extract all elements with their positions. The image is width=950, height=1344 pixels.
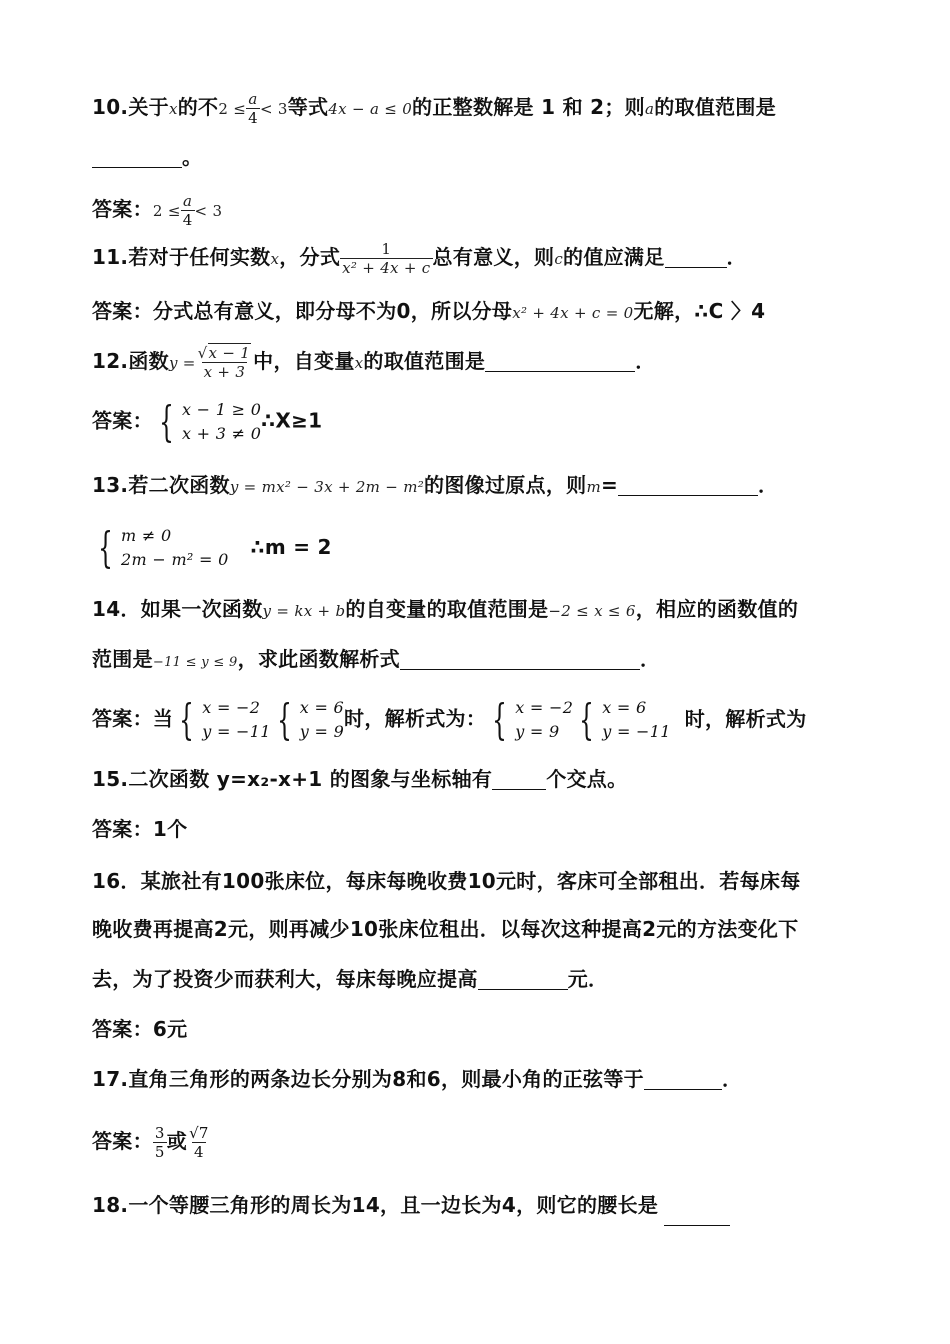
- denominator: 5: [154, 1143, 165, 1161]
- text: 如果一次函数: [140, 597, 263, 621]
- text: 时，解析式为：: [344, 706, 487, 731]
- text: 的取值范围是: [363, 349, 486, 373]
- math-var: x: [168, 100, 178, 118]
- text: ．: [721, 1067, 743, 1091]
- equation-system: [153, 398, 261, 446]
- text: 范围是: [92, 647, 153, 671]
- math-var: x: [354, 354, 364, 372]
- text: 总有意义，则: [432, 245, 555, 269]
- question-10-blank-line: [92, 142, 910, 172]
- system-row: x = −2: [202, 698, 261, 717]
- equation-system: [486, 696, 573, 744]
- text: 元．: [567, 967, 609, 991]
- answer-blank[interactable]: [478, 967, 568, 990]
- answer-13: [92, 524, 910, 572]
- answer-12: [92, 398, 910, 446]
- answer-15: [92, 814, 910, 844]
- math-var: m: [586, 478, 601, 496]
- answer-label: 答案：当: [92, 706, 174, 731]
- result-text: ∴X≥1: [261, 408, 323, 433]
- question-text: 16．某旅社有100张床位，每床每晚收费10元时，客床可全部租出．若每床每: [92, 869, 801, 893]
- numerator: a: [248, 90, 258, 108]
- answer-16: [92, 1014, 910, 1044]
- fraction: [181, 192, 195, 229]
- brace: {: [492, 695, 508, 744]
- text: 的值应满足: [563, 245, 665, 269]
- question-18: [92, 1190, 910, 1226]
- system-row: x + 3 ≠ 0: [181, 424, 262, 443]
- question-number: 10.: [92, 95, 129, 119]
- question-11: [92, 240, 910, 277]
- system-row: x − 1 ≥ 0: [181, 400, 262, 419]
- system-row: x = −2: [515, 698, 574, 717]
- text: 函数: [128, 349, 169, 373]
- fraction: [196, 344, 253, 381]
- brace: {: [179, 695, 195, 744]
- radicand: x − 1: [208, 344, 251, 362]
- answer-blank[interactable]: [665, 245, 727, 268]
- question-number: 14．: [92, 597, 141, 621]
- question-15: [92, 764, 910, 794]
- text: 。: [182, 145, 203, 169]
- text: 若二次函数: [128, 473, 230, 497]
- question-number: 11.: [92, 245, 129, 269]
- text: ，相应的函数值的: [635, 597, 799, 621]
- numerator: √7: [189, 1124, 209, 1142]
- question-text: 晚收费再提高2元，则再减少10张床位租出．以每次这种提高2元的方法变化下: [92, 917, 799, 941]
- text: 等式: [287, 95, 329, 119]
- text: ．: [635, 349, 656, 373]
- system-row: x = 6: [602, 698, 647, 717]
- system-row: y = 9: [515, 722, 560, 741]
- math-expr: y = kx + b: [262, 602, 346, 620]
- text: 的自变量的取值范围是: [345, 597, 549, 621]
- numerator: 1: [381, 240, 392, 258]
- question-16-line-2: [92, 914, 910, 944]
- math: 2 ≤: [218, 100, 247, 118]
- system-row: y = −11: [602, 722, 671, 741]
- text: 个交点。: [546, 767, 628, 791]
- answer-10: [92, 192, 910, 229]
- math-expr: 4x − a ≤ 0: [328, 100, 413, 118]
- text: ．: [726, 245, 747, 269]
- answer-blank[interactable]: [492, 767, 546, 790]
- question-text: 18.一个等腰三角形的周长为14，且一边长为4，则它的腰长是: [92, 1193, 659, 1217]
- text: 中，自变量: [253, 349, 355, 373]
- text: ．: [758, 473, 779, 497]
- answer-blank[interactable]: [664, 1203, 730, 1226]
- math-var: x: [270, 250, 280, 268]
- system-row: m ≠ 0: [121, 526, 172, 545]
- text: 时，解析式为: [684, 706, 807, 731]
- math-var: a: [644, 100, 655, 118]
- answer-label: 答案：: [92, 1129, 153, 1153]
- answer-label: 答案：: [92, 299, 153, 323]
- question-text: 去，为了投资少而获利大，每床每晚应提高: [92, 967, 478, 991]
- equation-system: [573, 696, 671, 744]
- answer-blank[interactable]: [400, 647, 640, 670]
- equation-system: [92, 524, 229, 572]
- answer-blank[interactable]: [644, 1067, 722, 1090]
- system-row: 2m − m² = 0: [121, 550, 229, 569]
- question-number: 13.: [92, 473, 129, 497]
- system-row: y = −11: [202, 722, 271, 741]
- math-expr: −2 ≤ x ≤ 6: [548, 602, 636, 620]
- text: 的不: [177, 95, 219, 119]
- system-row: y = 9: [299, 722, 345, 741]
- question-16-line-3: [92, 964, 910, 994]
- question-12: [92, 344, 910, 381]
- answer-label: 答案：: [92, 408, 153, 433]
- denominator: x + 3: [203, 363, 246, 381]
- denominator: 4: [248, 109, 258, 127]
- answer-text: 答案：1个: [92, 817, 188, 841]
- question-number: 12.: [92, 349, 129, 373]
- brace: {: [98, 523, 113, 572]
- numerator: 3: [154, 1124, 165, 1142]
- numerator: √x − 1: [197, 344, 251, 362]
- question-16-line-1: [92, 866, 910, 896]
- math-expr: y = mx² − 3x + 2m − m²: [229, 478, 425, 496]
- text: 的正整数解是 1 和 2；则: [412, 95, 645, 119]
- math-expr: x² + 4x + c = 0: [512, 304, 634, 322]
- fraction: [187, 1124, 211, 1161]
- question-14-line-2: [92, 644, 910, 678]
- text: ，分式: [279, 245, 341, 269]
- text: 分式总有意义，即分母不为0，所以分母: [152, 299, 513, 323]
- math: < 3: [194, 202, 223, 220]
- question-14: [92, 594, 910, 626]
- fraction: [153, 1124, 167, 1161]
- brace: {: [276, 695, 292, 744]
- text: ，求此函数解析式: [237, 647, 400, 671]
- text: 若对于任何实数: [128, 245, 271, 269]
- equation-system: [173, 696, 271, 744]
- question-17: [92, 1064, 910, 1094]
- answer-blank[interactable]: [92, 145, 182, 168]
- text: ．: [639, 647, 661, 671]
- answer-blank[interactable]: [618, 473, 758, 496]
- result-text: ∴m = 2: [250, 534, 332, 559]
- denominator: 4: [182, 211, 193, 229]
- answer-11: [92, 296, 910, 328]
- equation-system: [271, 696, 344, 744]
- question-text: 15.二次函数 y=x₂-x+1 的图象与坐标轴有: [92, 767, 493, 791]
- answer-blank[interactable]: [485, 349, 635, 372]
- text: 关于: [128, 95, 169, 119]
- answer-label: 答案：: [92, 197, 153, 221]
- numerator: a: [182, 192, 193, 210]
- fraction: [340, 240, 432, 277]
- answer-text: 答案：6元: [92, 1017, 188, 1041]
- text: 的图像过原点，则: [424, 473, 587, 497]
- brace: {: [579, 695, 595, 744]
- brace: {: [158, 397, 174, 446]
- math: y =: [168, 354, 196, 372]
- math-var: c: [554, 250, 564, 268]
- math: < 3: [259, 100, 288, 118]
- question-text: 17.直角三角形的两条边长分别为8和6，则最小角的正弦等于: [92, 1067, 644, 1091]
- system-row: x = 6: [299, 698, 345, 717]
- fraction: [246, 90, 260, 127]
- denominator: x² + 4x + c: [342, 259, 431, 277]
- answer-17: [92, 1124, 910, 1161]
- text: 的取值范围是: [654, 95, 777, 119]
- answer-14: [92, 696, 910, 744]
- question-10: [92, 90, 910, 127]
- text: =: [600, 473, 619, 497]
- math: 2 ≤: [152, 202, 181, 220]
- question-13: [92, 470, 910, 502]
- text: 无解，∴C 〉4: [633, 299, 766, 323]
- denominator: 4: [193, 1143, 204, 1161]
- math-expr: −11 ≤ y ≤ 9: [152, 655, 238, 670]
- text: 或: [166, 1129, 188, 1153]
